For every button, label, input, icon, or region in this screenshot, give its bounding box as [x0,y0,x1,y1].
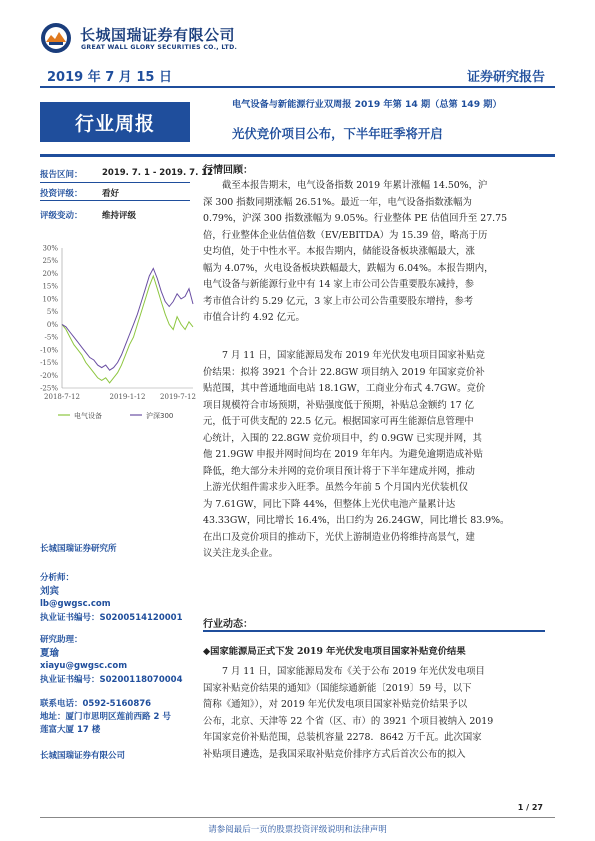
period-label: 报告区间： [40,170,83,180]
x-tick-label: 2019-1-12 [109,393,146,401]
analyst-block [40,572,183,625]
analyst-cert: 执业证书编号：S0200514120001 [40,612,183,623]
rating-value: 看好 [102,189,120,199]
disclaimer-link[interactable]: 请参阅最后一页的股票投资评级说明和法律声明 [208,825,387,835]
text-line: 电气设备与新能源行业中有 14 家上市公司公告重要股东减持，参 [203,279,475,290]
sidebar-divider [40,182,190,183]
news-paragraph [203,664,543,763]
y-tick-label: 20% [42,269,58,278]
review-paragraph-2 [203,348,543,563]
y-tick-label: 30% [42,244,58,253]
text-line: 7 月 11 日，国家能源局发布《关于公布 2019 年光伏发电项目 [222,666,485,677]
legend-label: 沪深300 [146,412,174,420]
text-line: 项目规模符合市场预期，补贴强度低于预期，补贴总金额约 17 亿 [203,399,475,411]
review-paragraph-1 [203,178,543,327]
text-line: 截至本报告期末，电气设备指数 2019 年累计涨幅 14.50%，沪 [222,180,488,191]
text-line: 他 21.9GW 申报并网时间均在 2019 年年内。为避免逾期造成补贴 [203,449,484,460]
text-line: 考市值合计约 5.29 亿元，3 家上市公司公告重要股东增持，参考 [203,295,474,307]
y-tick-label: -10% [40,346,58,355]
analyst-heading: 分析师： [40,573,75,583]
period-value: 2019. 7. 1 - 2019. 7. 12 [102,168,214,178]
report-date: 2019 年 7 月 15 日 [47,70,172,85]
text-line: 43.33GW，同比增长 16.4%，出口约为 26.24GW，同比增长 83.9%。 [203,515,510,526]
report-type: 证券研究报告 [466,70,545,85]
contact-phone: 联系电话：0592-5160876 [40,699,152,709]
y-tick-label: -15% [40,359,58,368]
change-value: 维持评级 [102,211,137,221]
text-line: 价结果：拟将 3921 个合计 22.8GW 项目纳入 2019 年国家竞价补 [203,366,485,378]
company-logo-icon [40,22,72,54]
report-title: 光伏竞价项目公布，下半年旺季将开启 [232,126,443,141]
text-line: 幅为 4.07%，火电设备板块跌幅最大，跌幅为 6.04%。本报告期内， [203,262,494,274]
text-line: 在出口及竞价项目的推动下，光伏上游制造业仍将维持高景气，建 [203,531,475,543]
news-heading: 行业动态： [203,619,253,630]
rating-label: 投资评级： [40,189,83,199]
contact-address: 地址：厦门市思明区莲前西路 2 号 [40,712,171,723]
text-line: 贴范围，其中普通地面电站 18.1GW，工商业分布式 4.7GW。竞价 [203,383,486,394]
title-band [40,154,555,157]
institute-name: 长城国瑞证券研究所 [40,544,117,554]
text-line: 国家补贴竞价结果的通知》（国能综通新能〔2019〕59 号，以下 [203,682,472,694]
text-line: 为 7.61GW，同比下降 44%，但整体上光伏电池产量累计达 [203,498,456,510]
company-name-bottom: 长城国瑞证券有限公司 [40,751,126,761]
assistant-block [40,634,183,687]
page-number: 1 / 27 [517,803,543,812]
y-tick-label: 15% [42,282,58,291]
news-item-title: ◆国家能源局正式下发 2019 年光伏发电项目国家补贴竞价结果 [203,646,466,657]
assistant-email[interactable]: xiayu@gwgsc.com [40,661,128,672]
header-divider [40,86,555,88]
y-tick-label: -25% [40,384,58,393]
y-tick-label: 0% [46,320,58,329]
series-line [62,276,193,383]
text-line: 7 月 11 日，国家能源局发布 2019 年光伏发电项目国家补贴竞 [222,350,485,361]
text-line: 上游光伏组件需求步入旺季。虽然今年前 5 个月国内光伏装机仅 [203,482,469,493]
text-line: 元，低于可供支配的 22.5 亿元。根据国家可再生能源信息管理中 [203,416,474,427]
index-performance-chart [28,238,198,428]
analyst-name: 刘宾 [40,586,60,598]
footer-divider [40,817,555,818]
report-subtitle: 电气设备与新能源行业双周报 2019 年第 14 期（总第 149 期） [232,99,502,110]
text-line: 议关注龙头企业。 [203,548,279,559]
assistant-name: 夏瑜 [40,648,60,660]
text-line: 心统计，入围的 22.8GW 竞价项目中，约 0.9GW 已实现并网，其 [203,432,482,444]
text-line: 倍，行业整体企业估值倍数（EV/EBITDA）为 15.39 倍，略高于历 [203,229,488,241]
company-name-en: GREAT WALL GLORY SECURITIES CO., LTD. [81,44,238,51]
sidebar-divider [40,200,190,201]
legend-label: 电气设备 [74,412,102,420]
y-tick-label: -5% [44,333,58,342]
y-tick-label: 5% [46,308,58,317]
x-tick-label: 2019-7-12 [160,393,196,401]
text-line: 史均值，处于中性水平。本报告期内，储能设备板块涨幅最大，涨 [203,246,475,257]
x-tick-label: 2018-7-12 [44,393,80,401]
text-line: 深 300 指数同期涨幅 26.51%。最近一年，电气设备指数涨幅为 [203,196,472,208]
y-tick-label: -20% [40,371,58,380]
company-name-cn: 长城国瑞证券有限公司 [80,26,236,44]
text-line: 年国家竞价补贴范围，总装机容量 2278．8642 万千瓦。此次国家 [203,732,482,743]
contact-block [40,698,171,738]
y-tick-label: 10% [42,295,58,304]
category-badge: 行业周报 [40,102,190,142]
y-tick-label: 25% [42,257,58,266]
change-label: 评级变动： [40,211,83,221]
text-line: 补贴项目遴选，是我国采取补贴竞价排序方式后首次公布的拟入 [203,748,466,760]
news-divider [203,630,545,632]
assistant-cert: 执业证书编号：S0200118070004 [40,674,183,685]
review-heading: 行情回顾： [203,165,253,176]
analyst-email[interactable]: lb@gwgsc.com [40,599,111,610]
text-line: 简称《通知》），对 2019 年光伏发电项目国家补贴竞价结果予以 [203,699,468,710]
contact-address-2: 莲富大厦 17 楼 [40,725,101,736]
text-line: 市值合计约 4.92 亿元。 [203,312,305,323]
assistant-heading: 研究助理： [40,635,83,645]
text-line: 公布，北京、天津等 22 个省（区、市）的 3921 个项目被纳入 2019 [203,715,494,727]
text-line: 降低，绝大部分未并网的竞价项目预计将于下半年建成并网，推动 [203,465,475,477]
text-line: 0.79%，沪深 300 指数涨幅为 9.05%。行业整体 PE 估值回升至 27.75 [203,213,508,224]
